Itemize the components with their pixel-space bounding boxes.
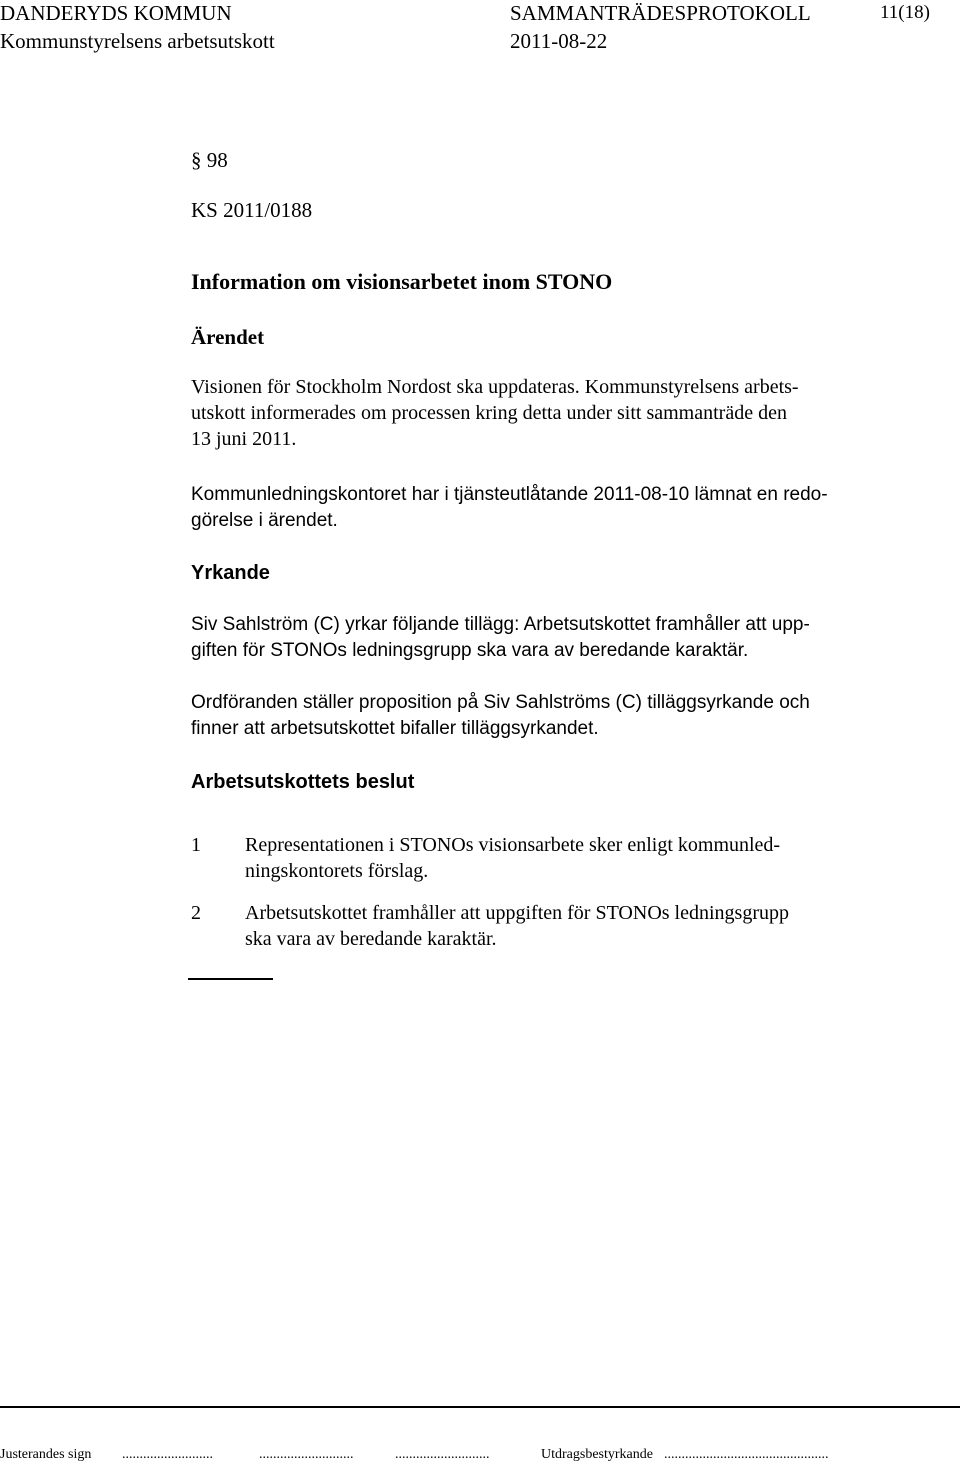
signature-line: ........................... [395, 1447, 490, 1462]
text-line: utskott informerades om processen kring detta under sitt sammanträde den [191, 402, 787, 424]
decision-number: 2 [191, 902, 201, 924]
signature-line: ........................... [259, 1447, 354, 1462]
text-line: Siv Sahlström (C) yrkar följande tillägg: Arbetsutskottet framhåller att upp- [191, 614, 810, 635]
footer-divider [0, 1406, 960, 1408]
text-line: Representationen i STONOs visionsarbete sker enligt kommunled- [245, 834, 781, 856]
text-line: finner att arbetsutskottet bifaller tilläggsyrkandet. [191, 718, 599, 739]
beslut-heading: Arbetsutskottets beslut [191, 771, 415, 793]
page-number: 11(18) [880, 2, 930, 23]
utdragsbestyrkande-label: Utdragsbestyrkande [541, 1447, 653, 1462]
text-line: Kommunledningskontoret har i tjänsteutlåtande 2011-08-10 lämnat en redo- [191, 484, 828, 505]
decision-number: 1 [191, 834, 201, 856]
municipality-name: DANDERYDS KOMMUN [0, 1, 232, 25]
section-end-rule [188, 978, 273, 980]
justerandes-sign-label: Justerandes sign [0, 1447, 92, 1462]
section-title: Information om visionsarbetet inom STONO [191, 269, 613, 294]
text-line: Arbetsutskottet framhåller att uppgiften för STONOs ledningsgrupp [245, 902, 789, 924]
arendet-heading: Ärendet [191, 325, 265, 349]
yrkande-heading: Yrkande [191, 562, 270, 584]
signature-line: ............................................... [664, 1447, 829, 1462]
meeting-date: 2011-08-22 [510, 29, 608, 53]
text-line: Ordföranden ställer proposition på Siv Sahlströms (C) tilläggsyrkande och [191, 692, 810, 713]
text-line: görelse i ärendet. [191, 510, 338, 531]
text-line: Visionen för Stockholm Nordost ska uppdateras. Kommunstyrelsens arbets- [191, 376, 799, 398]
text-line: ska vara av beredande karaktär. [245, 928, 497, 950]
case-number: KS 2011/0188 [191, 198, 313, 222]
paragraph-number: § 98 [191, 148, 228, 172]
text-line: 13 juni 2011. [191, 428, 297, 450]
signature-line: .......................... [122, 1447, 213, 1462]
text-line: giften för STONOs ledningsgrupp ska vara av beredande karaktär. [191, 640, 749, 661]
document-type: SAMMANTRÄDESPROTOKOLL [510, 1, 811, 25]
text-line: ningskontorets förslag. [245, 860, 429, 882]
committee-name: Kommunstyrelsens arbetsutskott [0, 29, 275, 53]
